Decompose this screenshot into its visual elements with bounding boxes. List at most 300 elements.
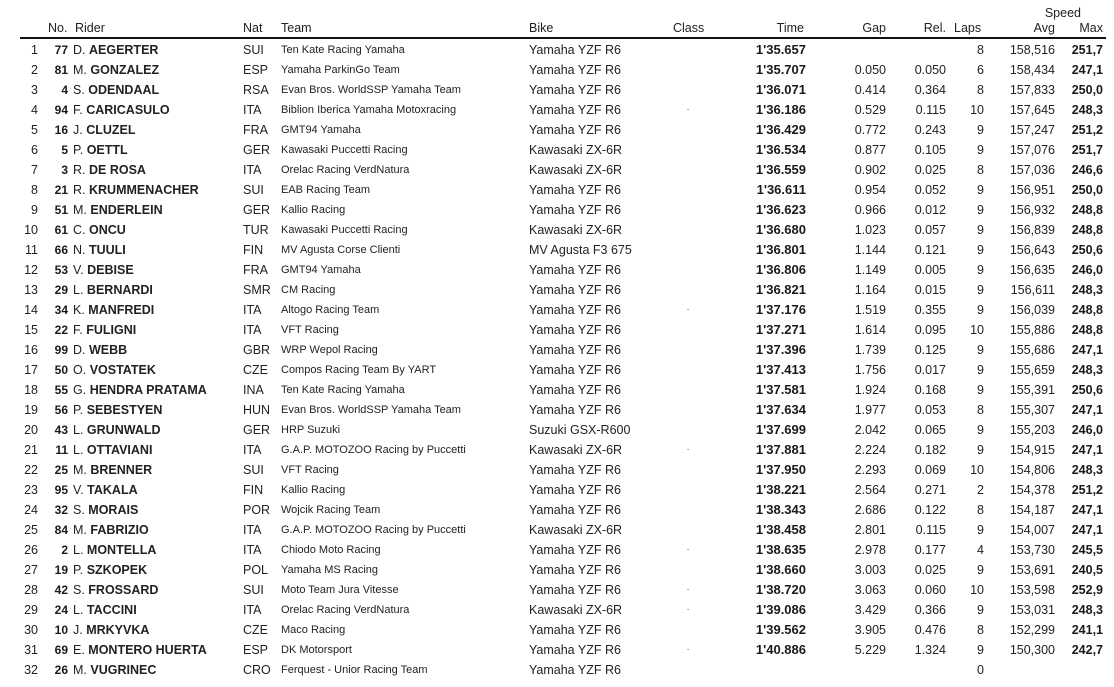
gap-cell: 1.756 bbox=[854, 363, 886, 377]
rider-surname: GRUNWALD bbox=[86, 423, 161, 437]
max-speed-cell: 247,1 bbox=[1071, 63, 1103, 77]
table-row bbox=[0, 560, 1114, 580]
gap-cell: 5.229 bbox=[854, 643, 886, 657]
table-row bbox=[0, 620, 1114, 640]
avg-speed-cell: 155,886 bbox=[1009, 323, 1055, 337]
time-cell: 1'37.950 bbox=[755, 462, 806, 477]
bike-cell: Yamaha YZF R6 bbox=[529, 483, 621, 497]
max-speed-cell: 245,5 bbox=[1071, 543, 1103, 557]
rel-cell: 0.364 bbox=[914, 83, 946, 97]
rider-cell bbox=[73, 440, 152, 460]
avg-speed-cell: 157,247 bbox=[1009, 123, 1055, 137]
nationality-cell: CRO bbox=[243, 663, 271, 677]
time-cell: 1'37.413 bbox=[755, 362, 806, 377]
laps-cell: 8 bbox=[977, 83, 984, 97]
nationality-cell: TUR bbox=[243, 223, 269, 237]
header-time: Time bbox=[776, 21, 804, 35]
nationality-cell: SMR bbox=[243, 283, 271, 297]
rider-initial: L. bbox=[73, 603, 84, 617]
bike-cell: Kawasaki ZX-6R bbox=[529, 443, 623, 457]
max-speed-cell: 241,1 bbox=[1071, 623, 1103, 637]
team-cell: Orelac Racing VerdNatura bbox=[281, 164, 410, 176]
laps-cell: 9 bbox=[977, 343, 984, 357]
position-cell: 30 bbox=[24, 623, 38, 637]
rider-initial: P. bbox=[73, 563, 84, 577]
bike-cell: Yamaha YZF R6 bbox=[529, 643, 621, 657]
gap-cell: 0.954 bbox=[854, 183, 886, 197]
time-cell: 1'37.176 bbox=[755, 302, 806, 317]
avg-speed-cell: 156,839 bbox=[1009, 223, 1055, 237]
rel-cell: 0.057 bbox=[914, 223, 946, 237]
time-cell: 1'38.343 bbox=[755, 502, 806, 517]
rider-initial: S. bbox=[73, 503, 85, 517]
nationality-cell: SUI bbox=[243, 463, 264, 477]
rider-initial: L. bbox=[73, 443, 84, 457]
number-cell: 61 bbox=[54, 223, 68, 237]
time-cell: 1'36.801 bbox=[755, 242, 806, 257]
team-cell: Kallio Racing bbox=[281, 204, 346, 216]
table-row bbox=[0, 140, 1114, 160]
max-speed-cell: 246,0 bbox=[1071, 263, 1103, 277]
team-cell: MV Agusta Corse Clienti bbox=[281, 244, 401, 256]
time-cell: 1'36.071 bbox=[755, 82, 806, 97]
laps-cell: 6 bbox=[977, 63, 984, 77]
bike-cell: Yamaha YZF R6 bbox=[529, 623, 621, 637]
avg-speed-cell: 153,730 bbox=[1009, 543, 1055, 557]
gap-cell: 3.003 bbox=[854, 563, 886, 577]
rider-surname: AEGERTER bbox=[88, 43, 159, 57]
header-rel: Rel. bbox=[923, 21, 946, 35]
rider-surname: TACCINI bbox=[86, 603, 137, 617]
gap-cell: 1.519 bbox=[854, 303, 886, 317]
number-cell: 25 bbox=[54, 463, 68, 477]
gap-cell: 2.042 bbox=[854, 423, 886, 437]
rider-initial: M. bbox=[73, 523, 87, 537]
rel-cell: 0.025 bbox=[914, 563, 946, 577]
table-row bbox=[0, 420, 1114, 440]
rider-cell bbox=[73, 600, 137, 620]
rel-cell: 0.105 bbox=[914, 143, 946, 157]
team-cell: Moto Team Jura Vitesse bbox=[281, 584, 399, 596]
laps-cell: 8 bbox=[977, 403, 984, 417]
rider-cell bbox=[73, 140, 128, 160]
laps-cell: 9 bbox=[977, 303, 984, 317]
gap-cell: 0.529 bbox=[854, 103, 886, 117]
number-cell: 22 bbox=[54, 323, 68, 337]
rider-cell bbox=[73, 480, 138, 500]
number-cell: 42 bbox=[54, 583, 68, 597]
avg-speed-cell: 156,951 bbox=[1009, 183, 1055, 197]
gap-cell: 1.144 bbox=[854, 243, 886, 257]
team-cell: CM Racing bbox=[281, 284, 336, 296]
rel-cell: 0.122 bbox=[914, 503, 946, 517]
time-cell: 1'36.806 bbox=[755, 262, 806, 277]
laps-cell: 9 bbox=[977, 143, 984, 157]
position-cell: 16 bbox=[24, 343, 38, 357]
nationality-cell: CZE bbox=[243, 623, 268, 637]
position-cell: 28 bbox=[24, 583, 38, 597]
nationality-cell: GER bbox=[243, 143, 271, 157]
avg-speed-cell: 156,932 bbox=[1009, 203, 1055, 217]
avg-speed-cell: 155,659 bbox=[1009, 363, 1055, 377]
bike-cell: Yamaha YZF R6 bbox=[529, 403, 621, 417]
laps-cell: 9 bbox=[977, 263, 984, 277]
laps-cell: 9 bbox=[977, 243, 984, 257]
team-cell: VFT Racing bbox=[281, 464, 339, 476]
table-row bbox=[0, 160, 1114, 180]
number-cell: 11 bbox=[55, 443, 68, 457]
rider-cell bbox=[73, 180, 199, 200]
number-cell: 50 bbox=[54, 363, 68, 377]
team-cell: GMT94 Yamaha bbox=[281, 124, 361, 136]
max-speed-cell: 248,8 bbox=[1071, 303, 1103, 317]
number-cell: 2 bbox=[61, 543, 68, 557]
time-cell: 1'38.635 bbox=[755, 542, 806, 557]
laps-cell: 4 bbox=[977, 543, 984, 557]
team-cell: DK Motorsport bbox=[281, 644, 352, 656]
laps-cell: 9 bbox=[977, 283, 984, 297]
team-cell: Wojcik Racing Team bbox=[281, 504, 381, 516]
header-no: No. bbox=[48, 21, 68, 35]
position-cell: 1 bbox=[31, 43, 38, 57]
time-cell: 1'38.221 bbox=[755, 482, 806, 497]
nationality-cell: HUN bbox=[243, 403, 271, 417]
time-cell: 1'35.657 bbox=[755, 42, 806, 57]
bike-cell: Yamaha YZF R6 bbox=[529, 663, 621, 677]
nationality-cell: FRA bbox=[243, 123, 268, 137]
time-cell: 1'36.821 bbox=[755, 282, 806, 297]
time-cell: 1'40.886 bbox=[755, 642, 806, 657]
avg-speed-cell: 157,036 bbox=[1009, 163, 1055, 177]
nationality-cell: ESP bbox=[243, 63, 269, 77]
avg-speed-cell: 153,598 bbox=[1009, 583, 1055, 597]
header-nat: Nat bbox=[243, 21, 263, 35]
team-cell: WRP Wepol Racing bbox=[281, 344, 378, 356]
laps-cell: 10 bbox=[970, 463, 984, 477]
position-cell: 13 bbox=[24, 283, 38, 297]
rider-initial: J. bbox=[73, 623, 83, 637]
time-cell: 1'37.699 bbox=[755, 422, 806, 437]
number-cell: 99 bbox=[54, 343, 68, 357]
rider-surname: BERNARDI bbox=[86, 283, 153, 297]
position-cell: 27 bbox=[24, 563, 38, 577]
laps-cell: 9 bbox=[977, 183, 984, 197]
rel-cell: 0.271 bbox=[914, 483, 946, 497]
rider-surname: TUULI bbox=[88, 243, 126, 257]
table-row bbox=[0, 480, 1114, 500]
gap-cell: 2.686 bbox=[854, 503, 886, 517]
team-cell: Ferquest - Unior Racing Team bbox=[281, 664, 428, 676]
nationality-cell: GER bbox=[243, 203, 271, 217]
rider-surname: KRUMMENACHER bbox=[88, 183, 199, 197]
number-cell: 66 bbox=[54, 243, 68, 257]
rider-surname: MONTERO HUERTA bbox=[88, 643, 207, 657]
table-row bbox=[0, 440, 1114, 460]
gap-cell: 1.023 bbox=[854, 223, 886, 237]
avg-speed-cell: 157,833 bbox=[1009, 83, 1055, 97]
gap-cell: 1.149 bbox=[854, 263, 886, 277]
bike-cell: MV Agusta F3 675 bbox=[529, 243, 632, 257]
table-row bbox=[0, 180, 1114, 200]
max-speed-cell: 248,8 bbox=[1071, 203, 1103, 217]
rider-initial: R. bbox=[73, 163, 86, 177]
rider-initial: M. bbox=[73, 663, 87, 677]
bike-cell: Kawasaki ZX-6R bbox=[529, 523, 623, 537]
bike-cell: Yamaha YZF R6 bbox=[529, 123, 621, 137]
nationality-cell: RSA bbox=[243, 83, 269, 97]
rider-surname: OETTL bbox=[86, 143, 128, 157]
rider-surname: SEBESTYEN bbox=[86, 403, 163, 417]
header-speed: Speed bbox=[1044, 6, 1081, 20]
gap-cell: 1.739 bbox=[854, 343, 886, 357]
number-cell: 34 bbox=[54, 303, 68, 317]
rider-cell bbox=[73, 80, 159, 100]
rider-surname: SZKOPEK bbox=[86, 563, 148, 577]
laps-cell: 10 bbox=[970, 583, 984, 597]
position-cell: 4 bbox=[31, 103, 38, 117]
rider-initial: P. bbox=[73, 143, 84, 157]
bike-cell: Yamaha YZF R6 bbox=[529, 263, 621, 277]
rider-cell bbox=[73, 380, 207, 400]
bike-cell: Yamaha YZF R6 bbox=[529, 323, 621, 337]
laps-cell: 8 bbox=[977, 163, 984, 177]
team-cell: Yamaha ParkinGo Team bbox=[281, 64, 400, 76]
time-cell: 1'38.458 bbox=[755, 522, 806, 537]
nationality-cell: ITA bbox=[243, 103, 262, 117]
header-rider: Rider bbox=[75, 21, 105, 35]
nationality-cell: FIN bbox=[243, 243, 264, 257]
bike-cell: Yamaha YZF R6 bbox=[529, 543, 621, 557]
table-row bbox=[0, 60, 1114, 80]
team-cell: Maco Racing bbox=[281, 624, 346, 636]
number-cell: 4 bbox=[61, 83, 68, 97]
rider-cell bbox=[73, 100, 170, 120]
max-speed-cell: 240,5 bbox=[1071, 563, 1103, 577]
team-cell: Kawasaki Puccetti Racing bbox=[281, 224, 408, 236]
header-team: Team bbox=[281, 21, 312, 35]
avg-speed-cell: 153,691 bbox=[1009, 563, 1055, 577]
rider-cell bbox=[73, 460, 152, 480]
team-cell: EAB Racing Team bbox=[281, 184, 371, 196]
bike-cell: Yamaha YZF R6 bbox=[529, 63, 621, 77]
max-speed-cell: 250,6 bbox=[1071, 243, 1103, 257]
number-cell: 29 bbox=[54, 283, 68, 297]
avg-speed-cell: 158,516 bbox=[1009, 43, 1055, 57]
laps-cell: 9 bbox=[977, 603, 984, 617]
number-cell: 16 bbox=[54, 123, 68, 137]
time-cell: 1'36.611 bbox=[756, 182, 806, 197]
rel-cell: 0.168 bbox=[914, 383, 946, 397]
position-cell: 14 bbox=[24, 303, 38, 317]
rider-initial: M. bbox=[73, 463, 87, 477]
position-cell: 9 bbox=[31, 203, 38, 217]
position-cell: 17 bbox=[24, 363, 38, 377]
max-speed-cell: 251,7 bbox=[1071, 43, 1103, 57]
rider-surname: CARICASULO bbox=[86, 103, 170, 117]
rel-cell: 0.017 bbox=[914, 363, 946, 377]
rel-cell: 0.115 bbox=[915, 103, 946, 117]
rel-cell: 0.050 bbox=[914, 63, 946, 77]
max-speed-cell: 252,9 bbox=[1071, 583, 1103, 597]
max-speed-cell: 248,3 bbox=[1071, 463, 1103, 477]
position-cell: 2 bbox=[31, 63, 38, 77]
rel-cell: 0.095 bbox=[914, 323, 946, 337]
max-speed-cell: 246,6 bbox=[1071, 163, 1103, 177]
rider-surname: ODENDAAL bbox=[88, 83, 160, 97]
max-speed-cell: 248,3 bbox=[1071, 363, 1103, 377]
rider-cell bbox=[73, 120, 136, 140]
rider-cell bbox=[73, 660, 156, 680]
max-speed-cell: 248,8 bbox=[1071, 223, 1103, 237]
max-speed-cell: 247,1 bbox=[1071, 403, 1103, 417]
rider-initial: L. bbox=[73, 283, 84, 297]
rel-cell: 0.052 bbox=[914, 183, 946, 197]
max-speed-cell: 247,1 bbox=[1071, 343, 1103, 357]
laps-cell: 2 bbox=[977, 483, 984, 497]
avg-speed-cell: 154,378 bbox=[1009, 483, 1055, 497]
rider-surname: ENDERLEIN bbox=[90, 203, 163, 217]
number-cell: 55 bbox=[54, 383, 68, 397]
number-cell: 81 bbox=[54, 63, 68, 77]
rider-cell bbox=[73, 640, 207, 660]
bike-cell: Suzuki GSX-R600 bbox=[529, 423, 631, 437]
bike-cell: Kawasaki ZX-6R bbox=[529, 163, 623, 177]
rider-initial: F. bbox=[73, 323, 83, 337]
gap-cell: 0.902 bbox=[854, 163, 886, 177]
time-cell: 1'37.271 bbox=[755, 322, 806, 337]
rider-surname: MONTELLA bbox=[86, 543, 157, 557]
number-cell: 3 bbox=[61, 163, 68, 177]
rider-surname: FROSSARD bbox=[88, 583, 159, 597]
class-cell: · bbox=[686, 444, 690, 455]
team-cell: Altogo Racing Team bbox=[281, 304, 380, 316]
rider-cell bbox=[73, 260, 134, 280]
laps-cell: 10 bbox=[970, 103, 984, 117]
gap-cell: 1.164 bbox=[854, 283, 886, 297]
rider-surname: FABRIZIO bbox=[90, 523, 149, 537]
nationality-cell: ITA bbox=[243, 163, 262, 177]
gap-cell: 2.293 bbox=[854, 463, 886, 477]
time-cell: 1'37.881 bbox=[755, 442, 806, 457]
class-cell: · bbox=[686, 644, 690, 655]
max-speed-cell: 250,0 bbox=[1071, 183, 1103, 197]
avg-speed-cell: 156,643 bbox=[1009, 243, 1055, 257]
laps-cell: 10 bbox=[970, 323, 984, 337]
bike-cell: Yamaha YZF R6 bbox=[529, 83, 621, 97]
rider-surname: WEBB bbox=[88, 343, 128, 357]
number-cell: 69 bbox=[54, 643, 68, 657]
rider-surname: ONCU bbox=[88, 223, 126, 237]
bike-cell: Yamaha YZF R6 bbox=[529, 503, 621, 517]
time-cell: 1'38.660 bbox=[755, 562, 806, 577]
max-speed-cell: 248,8 bbox=[1071, 323, 1103, 337]
laps-cell: 9 bbox=[977, 203, 984, 217]
rider-cell bbox=[73, 580, 158, 600]
gap-cell: 2.801 bbox=[854, 523, 886, 537]
max-speed-cell: 247,1 bbox=[1071, 443, 1103, 457]
nationality-cell: POL bbox=[243, 563, 269, 577]
max-speed-cell: 248,3 bbox=[1071, 283, 1103, 297]
time-cell: 1'39.086 bbox=[755, 602, 806, 617]
laps-cell: 9 bbox=[977, 443, 984, 457]
avg-speed-cell: 155,203 bbox=[1009, 423, 1055, 437]
bike-cell: Yamaha YZF R6 bbox=[529, 563, 621, 577]
position-cell: 12 bbox=[24, 263, 38, 277]
table-row bbox=[0, 320, 1114, 340]
nationality-cell: GER bbox=[243, 423, 271, 437]
nationality-cell: SUI bbox=[243, 583, 264, 597]
nationality-cell: INA bbox=[243, 383, 264, 397]
rider-cell bbox=[73, 220, 126, 240]
bike-cell: Kawasaki ZX-6R bbox=[529, 143, 623, 157]
number-cell: 43 bbox=[54, 423, 68, 437]
time-cell: 1'36.429 bbox=[755, 122, 806, 137]
time-cell: 1'36.623 bbox=[755, 202, 806, 217]
nationality-cell: ITA bbox=[243, 523, 262, 537]
laps-cell: 9 bbox=[977, 643, 984, 657]
nationality-cell: ITA bbox=[243, 303, 262, 317]
bike-cell: Yamaha YZF R6 bbox=[529, 363, 621, 377]
rider-cell bbox=[73, 520, 149, 540]
laps-cell: 8 bbox=[977, 623, 984, 637]
rider-cell bbox=[73, 200, 163, 220]
rider-surname: VUGRINEC bbox=[90, 663, 157, 677]
rel-cell: 0.015 bbox=[914, 283, 946, 297]
time-cell: 1'36.559 bbox=[755, 162, 806, 177]
rider-cell bbox=[73, 320, 136, 340]
number-cell: 95 bbox=[54, 483, 68, 497]
table-row bbox=[0, 260, 1114, 280]
team-cell: Kawasaki Puccetti Racing bbox=[281, 144, 408, 156]
team-cell: Evan Bros. WorldSSP Yamaha Team bbox=[281, 404, 461, 416]
position-cell: 3 bbox=[31, 83, 38, 97]
rel-cell: 0.125 bbox=[914, 343, 946, 357]
bike-cell: Yamaha YZF R6 bbox=[529, 183, 621, 197]
time-cell: 1'36.680 bbox=[755, 222, 806, 237]
rider-surname: MRKYVKA bbox=[86, 623, 150, 637]
gap-cell: 0.050 bbox=[854, 63, 886, 77]
rel-cell: 0.065 bbox=[914, 423, 946, 437]
avg-speed-cell: 155,391 bbox=[1009, 383, 1055, 397]
max-speed-cell: 248,3 bbox=[1071, 603, 1103, 617]
rider-initial: S. bbox=[73, 83, 85, 97]
number-cell: 26 bbox=[54, 663, 68, 677]
nationality-cell: ITA bbox=[243, 543, 262, 557]
team-cell: G.A.P. MOTOZOO Racing by Puccetti bbox=[281, 444, 466, 456]
rider-initial: J. bbox=[73, 123, 83, 137]
rider-initial: M. bbox=[73, 203, 87, 217]
position-cell: 29 bbox=[24, 603, 38, 617]
number-cell: 51 bbox=[54, 203, 68, 217]
nationality-cell: ITA bbox=[243, 443, 262, 457]
table-row bbox=[0, 380, 1114, 400]
rider-surname: DE ROSA bbox=[88, 163, 146, 177]
bike-cell: Yamaha YZF R6 bbox=[529, 43, 621, 57]
nationality-cell: ITA bbox=[243, 603, 262, 617]
nationality-cell: ESP bbox=[243, 643, 269, 657]
rider-initial: D. bbox=[73, 343, 86, 357]
position-cell: 19 bbox=[24, 403, 38, 417]
rider-initial: O. bbox=[73, 363, 87, 377]
header-class: Class bbox=[673, 21, 705, 35]
max-speed-cell: 246,0 bbox=[1071, 423, 1103, 437]
position-cell: 26 bbox=[24, 543, 38, 557]
position-cell: 31 bbox=[24, 643, 38, 657]
gap-cell: 3.063 bbox=[854, 583, 886, 597]
avg-speed-cell: 155,307 bbox=[1009, 403, 1055, 417]
team-cell: Evan Bros. WorldSSP Yamaha Team bbox=[281, 84, 461, 96]
table-row bbox=[0, 340, 1114, 360]
